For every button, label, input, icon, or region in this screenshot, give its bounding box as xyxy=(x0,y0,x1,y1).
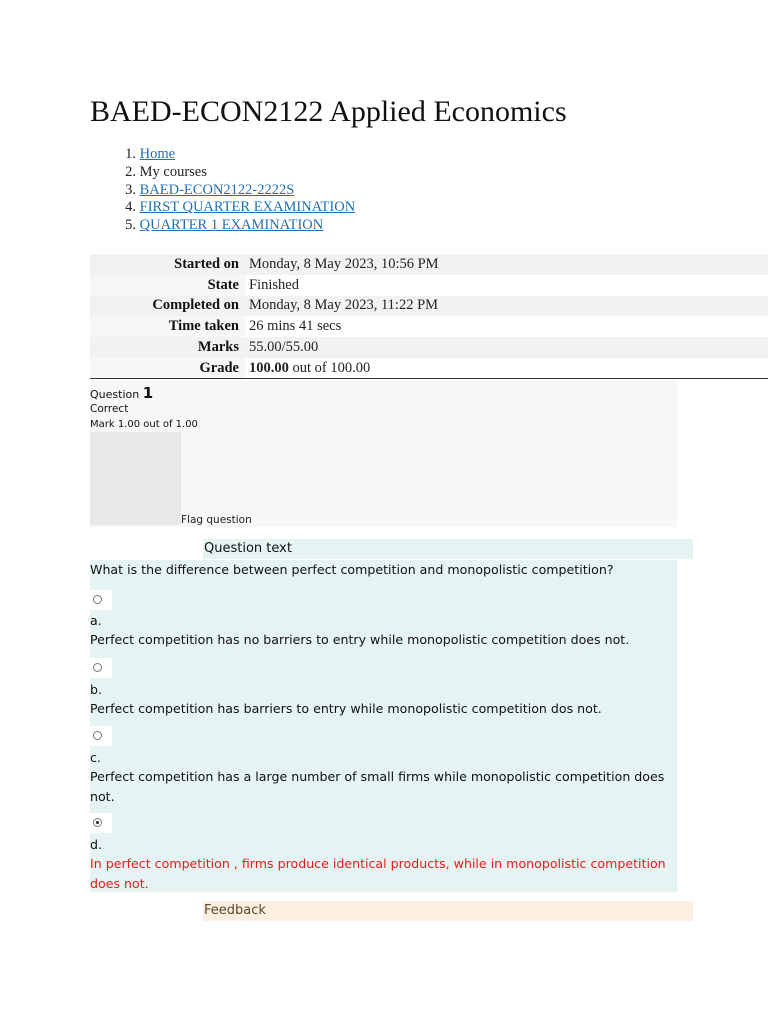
breadcrumb-link-section[interactable]: FIRST QUARTER EXAMINATION xyxy=(139,199,356,216)
option-d-radio-container[interactable] xyxy=(90,813,112,833)
question-mark: Mark 1.00 out of 1.00 xyxy=(90,419,198,430)
grade-score: 100.00 xyxy=(249,359,289,376)
radio-unchecked-icon[interactable] xyxy=(93,595,102,604)
question-text: What is the difference between perfect competition and monopolistic competition? xyxy=(90,562,614,577)
summary-row-state xyxy=(90,275,768,296)
option-c-radio-container[interactable] xyxy=(90,726,112,746)
option-a-text: Perfect competition has no barriers to entry while monopolistic competition does not. xyxy=(90,632,630,647)
breadcrumb-item-my-courses xyxy=(90,164,355,182)
breadcrumb-item-section xyxy=(90,199,355,217)
option-d-text: In perfect competition , firms produce identical products, while in monopolistic competition does not. xyxy=(90,856,666,891)
breadcrumb-link-course[interactable]: BAED-ECON2122-2222S xyxy=(139,181,295,198)
breadcrumb-link-home[interactable]: Home xyxy=(139,146,176,162)
summary-label: Grade xyxy=(90,358,245,379)
summary-row-time-taken xyxy=(90,316,768,337)
flag-icon-area xyxy=(90,432,181,525)
option-a-radio-container[interactable] xyxy=(90,590,112,610)
question-info-panel xyxy=(90,380,677,527)
breadcrumb-item-quiz xyxy=(90,217,355,235)
summary-row-grade xyxy=(90,358,768,379)
summary-value: Finished xyxy=(245,275,768,296)
question-prefix: Question xyxy=(90,388,143,401)
summary-label: Started on xyxy=(90,254,245,275)
summary-row-marks xyxy=(90,337,768,358)
radio-checked-icon[interactable] xyxy=(93,818,102,827)
breadcrumb-item-course xyxy=(90,182,355,200)
summary-value xyxy=(245,358,768,379)
option-b-letter: b. xyxy=(90,682,102,697)
question-state: Correct xyxy=(90,403,129,415)
summary-value: Monday, 8 May 2023, 10:56 PM xyxy=(245,254,768,275)
flag-question-link[interactable]: Flag question xyxy=(181,514,252,526)
summary-value: 55.00/55.00 xyxy=(245,337,768,358)
option-d-letter: d. xyxy=(90,837,102,852)
feedback-heading: Feedback xyxy=(203,901,693,921)
question-text-heading: Question text xyxy=(203,539,693,559)
question-formulation xyxy=(90,560,677,892)
summary-label: State xyxy=(90,275,245,296)
summary-label: Completed on xyxy=(90,296,245,317)
option-c-letter: c. xyxy=(90,750,101,765)
breadcrumb-number: 2. xyxy=(125,163,136,180)
summary-label: Time taken xyxy=(90,316,245,337)
summary-row-completed-on xyxy=(90,296,768,317)
breadcrumb xyxy=(90,146,355,235)
summary-label: Marks xyxy=(90,337,245,358)
option-a-letter: a. xyxy=(90,613,102,628)
summary-row-started-on xyxy=(90,254,768,275)
attempt-summary-table xyxy=(90,254,768,379)
option-b-text: Perfect competition has barriers to entry while monopolistic competition dos not. xyxy=(90,701,602,716)
option-b-radio-container[interactable] xyxy=(90,658,112,678)
breadcrumb-number: 3. xyxy=(125,181,136,198)
breadcrumb-number: 4. xyxy=(125,199,136,216)
summary-value: Monday, 8 May 2023, 11:22 PM xyxy=(245,296,768,317)
breadcrumb-text-my-courses: My courses xyxy=(139,163,207,180)
radio-unchecked-icon[interactable] xyxy=(93,731,102,740)
summary-value: 26 mins 41 secs xyxy=(245,316,768,337)
option-c-text: Perfect competition has a large number of small firms while monopolistic competition does not. xyxy=(90,769,665,804)
question-number xyxy=(90,384,153,402)
grade-out-of: out of 100.00 xyxy=(288,359,371,376)
breadcrumb-item-home xyxy=(90,146,355,164)
question-number-value: 1 xyxy=(142,384,154,402)
breadcrumb-number: 5. xyxy=(125,217,136,234)
radio-unchecked-icon[interactable] xyxy=(93,663,102,672)
breadcrumb-link-quiz[interactable]: QUARTER 1 EXAMINATION xyxy=(139,217,324,234)
breadcrumb-number: 1. xyxy=(125,146,136,162)
page-title: BAED-ECON2122 Applied Economics xyxy=(90,95,567,128)
